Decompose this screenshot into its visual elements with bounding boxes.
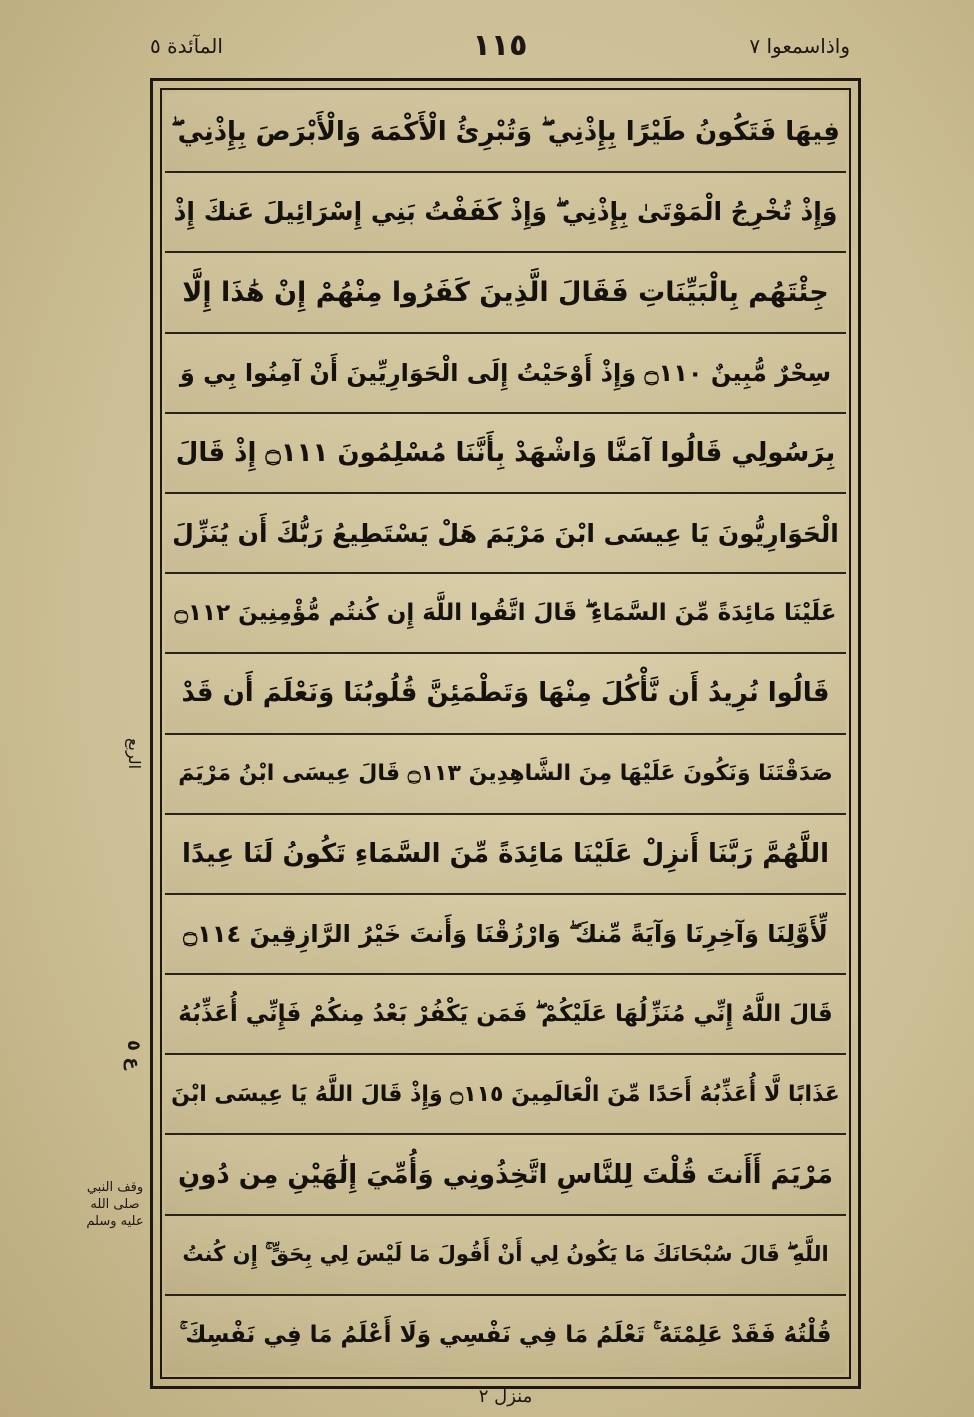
verse-line: لِّأَوَّلِنَا وَآخِرِنَا وَآيَةً مِّنكَ ۖ وَارْزُقْنَا وَأَنتَ خَيْرُ الرَّازِقِينَ ۝١١٤ [165,895,846,975]
verse-line: عَذَابًا لَّا أُعَذِّبُهُ أَحَدًا مِّنَ الْعَالَمِينَ ۝١١٥ وَإِذْ قَالَ اللَّهُ يَا عِيسَى ابْنَ [165,1055,846,1135]
verse-line: صَدَقْتَنَا وَنَكُونَ عَلَيْهَا مِنَ الشَّاهِدِينَ ۝١١٣ قَالَ عِيسَى ابْنُ مَرْيَمَ [165,735,846,815]
verse-line: فِيهَا فَتَكُونُ طَيْرًا بِإِذْنِي ۖ وَتُبْرِئُ الْأَكْمَهَ وَالْأَبْرَصَ بِإِذْنِي ۖ [165,93,846,173]
verse-line: اللَّهِ ۖ قَالَ سُبْحَانَكَ مَا يَكُونُ لِي أَنْ أَقُولَ مَا لَيْسَ لِي بِحَقٍّ ۚ إِن كُنتُ [165,1216,846,1296]
verse-line: قَالَ اللَّهُ إِنِّي مُنَزِّلُهَا عَلَيْكُمْ ۖ فَمَن يَكْفُرْ بَعْدُ مِنكُمْ فَإِنِّي أُعَذِّبُهُ [165,975,846,1055]
surah-title: المآئدة ٥ [150,34,223,58]
verse-lines [165,93,846,1374]
verse-line: جِئْتَهُم بِالْبَيِّنَاتِ فَقَالَ الَّذِينَ كَفَرُوا مِنْهُمْ إِنْ هَٰذَا إِلَّا [165,253,846,333]
page-header [150,28,850,78]
page-number: ١١٥ [472,28,528,63]
waqf-marker: وقف النبي صلى الله عليه وسلم [86,1180,144,1229]
verse-line: بِرَسُولِي قَالُوا آمَنَّا وَاشْهَدْ بِأَنَّنَا مُسْلِمُونَ ۝١١١ إِذْ قَالَ [165,414,846,494]
verse-line: عَلَيْنَا مَائِدَةً مِّنَ السَّمَاءِ ۖ قَالَ اتَّقُوا اللَّهَ إِن كُنتُم مُّؤْمِنِينَ ۝١١٢ [165,574,846,654]
juz-title: واذاسمعوا ٧ [749,34,850,58]
verse-line: وَإِذْ تُخْرِجُ الْمَوْتَىٰ بِإِذْنِي ۖ وَإِذْ كَفَفْتُ بَنِي إِسْرَائِيلَ عَنكَ إِذْ [165,173,846,253]
verse-line: مَرْيَمَ أَأَنتَ قُلْتَ لِلنَّاسِ اتَّخِذُونِي وَأُمِّيَ إِلَٰهَيْنِ مِن دُونِ [165,1135,846,1215]
manzil-footer: منزل ٢ [478,1386,533,1407]
verse-line: قُلْتُهُ فَقَدْ عَلِمْتَهُ ۚ تَعْلَمُ مَا فِي نَفْسِي وَلَا أَعْلَمُ مَا فِي نَفْسِكَ ۚ [165,1296,846,1374]
verse-line: الْحَوَارِيُّونَ يَا عِيسَى ابْنَ مَرْيَمَ هَلْ يَسْتَطِيعُ رَبُّكَ أَن يُنَزِّلَ [165,494,846,574]
ruku-marker: ع ٥ [123,1040,144,1070]
rub-marker: الربع [125,738,144,770]
verse-line: سِحْرٌ مُّبِينٌ ۝١١٠ وَإِذْ أَوْحَيْتُ إِلَى الْحَوَارِيِّينَ أَنْ آمِنُوا بِي وَ [165,334,846,414]
verse-line: قَالُوا نُرِيدُ أَن نَّأْكُلَ مِنْهَا وَتَطْمَئِنَّ قُلُوبُنَا وَنَعْلَمَ أَن قَدْ [165,654,846,734]
verse-line: اللَّهُمَّ رَبَّنَا أَنزِلْ عَلَيْنَا مَائِدَةً مِّنَ السَّمَاءِ تَكُونُ لَنَا عِيدًا [165,815,846,895]
text-frame [150,78,861,1389]
